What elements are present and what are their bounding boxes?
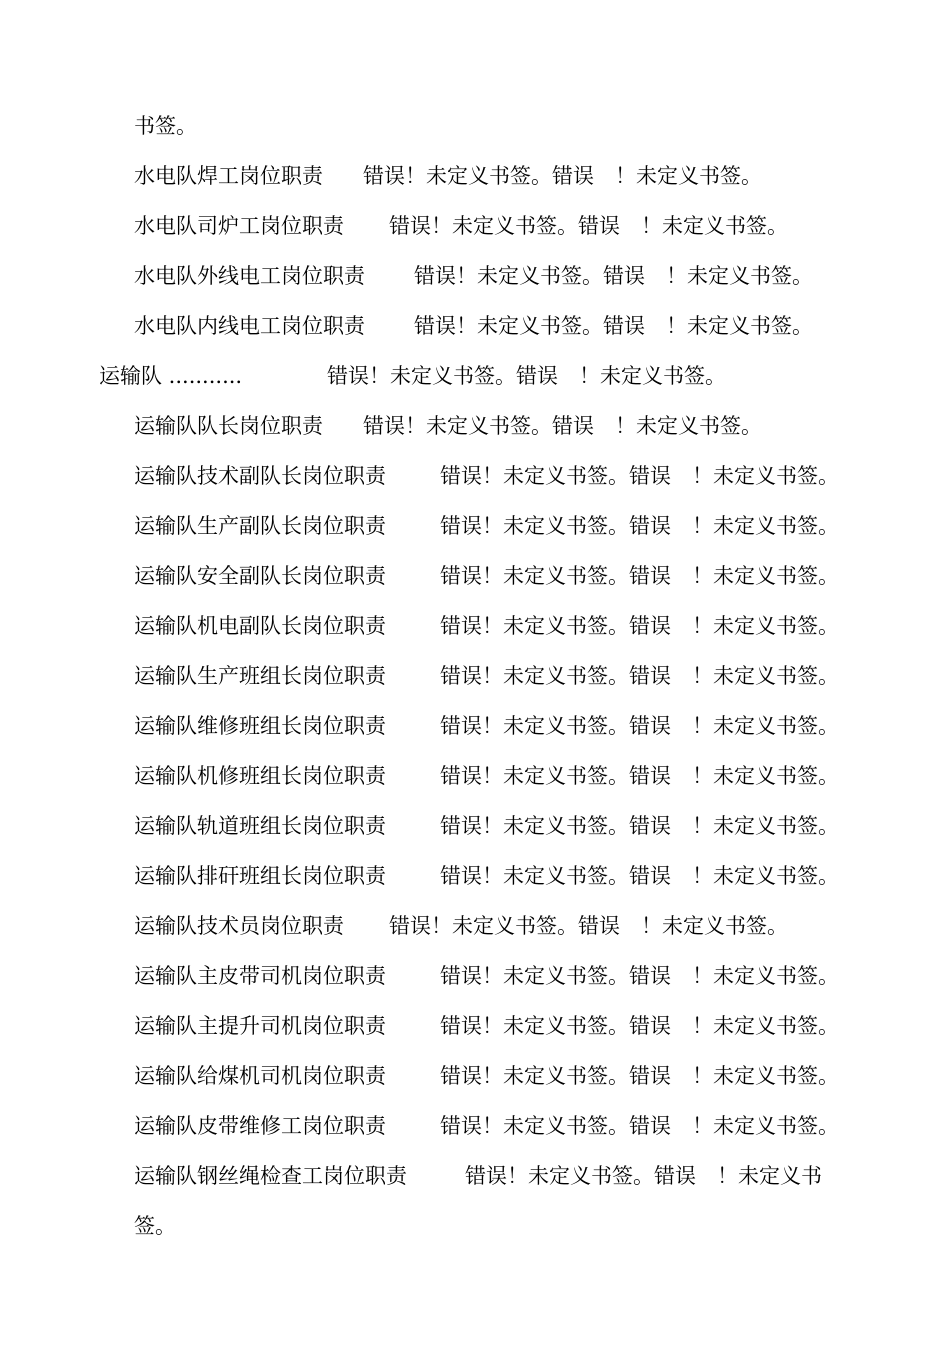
toc-entry-page-ref: 错误！未定义书签。错误 ！未定义书签。: [440, 864, 839, 888]
toc-entry-title: 运输队钢丝绳检查工岗位职责: [134, 1164, 407, 1188]
toc-continuation-text: 书签。: [134, 114, 197, 138]
toc-entry-page-ref: 错误！未定义书签。错误 ！未定义书签。: [440, 1114, 839, 1138]
toc-entry-page-ref: 错误！未定义书签。错误 ！未定义书签。: [414, 264, 813, 288]
toc-entry-page-ref: 错误！未定义书签。错误 ！未定义书签。: [440, 664, 839, 688]
toc-entry-page-ref: 错误！未定义书签。错误 ！未定义书签。: [440, 814, 839, 838]
toc-entry-page-ref: 错误！未定义书签。错误 ！未定义书签。: [440, 464, 839, 488]
toc-entry-title: 水电队司炉工岗位职责: [134, 214, 344, 238]
toc-entry-page-ref: 错误！未定义书签。错误 ！未定义书签。: [440, 764, 839, 788]
toc-entry-page-ref: 错误！未定义书签。错误 ！未定义书签。: [363, 164, 762, 188]
toc-entry-page-ref: 错误！未定义书签。错误 ！未定义书签。: [363, 414, 762, 438]
toc-entry-title: 运输队排矸班组长岗位职责: [134, 864, 386, 888]
toc-entry-title: 运输队主皮带司机岗位职责: [134, 964, 386, 988]
toc-entry-title: 运输队生产副队长岗位职责: [134, 514, 386, 538]
toc-entry-title: 运输队皮带维修工岗位职责: [134, 1114, 386, 1138]
toc-entry-page-ref: 错误！未定义书签。错误 ！未定义书签。: [440, 514, 839, 538]
toc-entry-title: 运输队技术员岗位职责: [134, 914, 344, 938]
toc-entry-title: 运输队主提升司机岗位职责: [134, 1014, 386, 1038]
toc-entry-title: 运输队轨道班组长岗位职责: [134, 814, 386, 838]
toc-continuation-text: 签。: [134, 1214, 176, 1238]
toc-entry-page-ref: 错误！未定义书签。错误 ！未定义书签。: [389, 214, 788, 238]
toc-entry-title: 水电队外线电工岗位职责: [134, 264, 365, 288]
toc-entry-page-ref: 错误！未定义书签。错误 ！未定义书签。: [389, 914, 788, 938]
toc-entry-page-ref: 错误！未定义书签。错误 ！未定义书签。: [440, 1014, 839, 1038]
toc-entry-title: 运输队维修班组长岗位职责: [134, 714, 386, 738]
toc-entry-page-ref: 错误！未定义书签。错误 ！未定义书签。: [440, 564, 839, 588]
toc-entry-title: 运输队给煤机司机岗位职责: [134, 1064, 386, 1088]
toc-entry-page-ref: 错误！未定义书签。错误 ！未定义书签。: [440, 614, 839, 638]
toc-entry-page-ref: 错误！未定义书签。错误 ！未定义书: [465, 1164, 822, 1188]
toc-entry-title: 水电队焊工岗位职责: [134, 164, 323, 188]
toc-entry-title: 运输队机修班组长岗位职责: [134, 764, 386, 788]
toc-entry-title: 运输队生产班组长岗位职责: [134, 664, 386, 688]
toc-entry-page-ref: 错误！未定义书签。错误 ！未定义书签。: [440, 1064, 839, 1088]
toc-entry-title: 运输队技术副队长岗位职责: [134, 464, 386, 488]
toc-entry-title: 运输队 ...........: [99, 364, 243, 388]
toc-entry-title: 运输队机电副队长岗位职责: [134, 614, 386, 638]
toc-entry-title: 运输队队长岗位职责: [134, 414, 323, 438]
toc-entry-page-ref: 错误！未定义书签。错误 ！未定义书签。: [440, 714, 839, 738]
toc-entry-page-ref: 错误！未定义书签。错误 ！未定义书签。: [440, 964, 839, 988]
toc-entry-title: 水电队内线电工岗位职责: [134, 314, 365, 338]
toc-entry-page-ref: 错误！未定义书签。错误 ！未定义书签。: [327, 364, 726, 388]
toc-entry-title: 运输队安全副队长岗位职责: [134, 564, 386, 588]
toc-entry-page-ref: 错误！未定义书签。错误 ！未定义书签。: [414, 314, 813, 338]
